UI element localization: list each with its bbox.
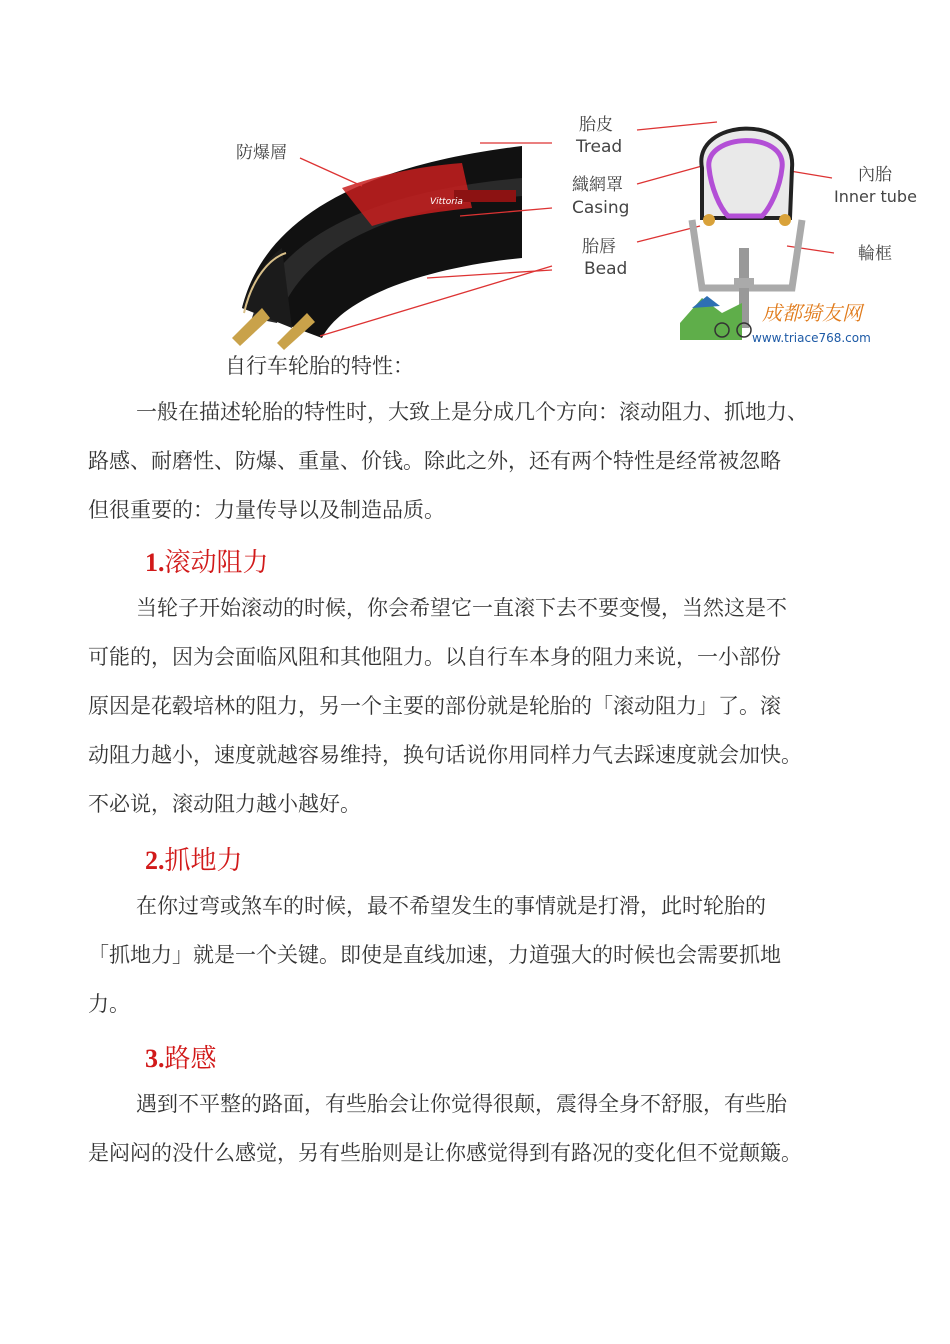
section-heading-rolling-resistance: [145, 542, 269, 579]
label-puncture-layer: 防爆層: [236, 143, 287, 163]
section-title: 滚动阻力: [164, 548, 269, 578]
watermark: [680, 296, 871, 345]
paragraph-line: 遇到不平整的路面，有些胎会让你觉得很颠，震得全身不舒服，有些胎: [136, 1092, 787, 1116]
paragraph-line: 当轮子开始滚动的时候，你会希望它一直滚下去不要变慢，当然这是不: [136, 596, 787, 620]
section-title: 抓地力: [164, 846, 243, 876]
intro-paragraph: [88, 388, 878, 535]
intro-line: 一般在描述轮胎的特性时，大致上是分成几个方向：滚动阻力、抓地力、: [136, 400, 808, 424]
label-bead-zh: 胎唇: [582, 237, 616, 257]
label-inner-tube-zh: 內胎: [858, 165, 892, 185]
watermark-site-name: 成都骑友网: [762, 301, 862, 325]
paragraph-line: 原因是花毂培林的阻力，另一个主要的部份就是轮胎的「滚动阻力」了。滚: [88, 694, 781, 718]
label-casing-zh: 織網罩: [572, 175, 623, 195]
paragraph-line: 可能的，因为会面临风阻和其他阻力。以自行车本身的阻力来说，一小部份: [88, 645, 781, 669]
watermark-url: www.triace768.com: [752, 331, 871, 345]
label-casing-en: Casing: [572, 198, 630, 218]
section-paragraph-rolling-resistance: [88, 584, 878, 829]
tyre-structure-figure: [222, 108, 932, 360]
label-tread-zh: 胎皮: [579, 115, 613, 135]
paragraph-line: 「抓地力」就是一个关键。即使是直线加速，力道强大的时候也会需要抓地: [88, 943, 781, 967]
paragraph-line: 不必说，滚动阻力越小越好。: [88, 792, 361, 816]
label-tread-en: Tread: [576, 137, 623, 157]
intro-line: 但很重要的：力量传导以及制造品质。: [88, 498, 445, 522]
section-paragraph-grip: [88, 882, 878, 1029]
section-heading-grip: [145, 840, 243, 877]
label-inner-tube-en: Inner tube: [834, 187, 917, 206]
paragraph-line: 动阻力越小，速度就越容易维持，换句话说你用同样力气去踩速度就会加快。: [88, 743, 802, 767]
section-paragraph-road-feel: [88, 1080, 878, 1178]
paragraph-line: 力。: [88, 992, 130, 1016]
section-number: 2.: [145, 846, 165, 875]
section-title: 路感: [164, 1044, 217, 1074]
intro-line: 路感、耐磨性、防爆、重量、价钱。除此之外，还有两个特性是经常被忽略: [88, 449, 781, 473]
label-bead-en: Bead: [584, 259, 628, 279]
label-rim: 輪框: [858, 244, 892, 264]
section-number: 1.: [145, 548, 165, 577]
section-number: 3.: [145, 1044, 165, 1073]
section-heading-road-feel: [145, 1038, 217, 1075]
figure-caption: 自行车轮胎的特性：: [225, 354, 414, 378]
paragraph-line: 在你过弯或煞车的时候，最不希望发生的事情就是打滑，此时轮胎的: [136, 894, 766, 918]
tyre-diagram: [222, 108, 932, 360]
tyre-brand-text: Vittoria: [430, 197, 463, 207]
paragraph-line: 是闷闷的没什么感觉，另有些胎则是让你感觉得到有路况的变化但不觉颠簸。: [88, 1141, 802, 1165]
